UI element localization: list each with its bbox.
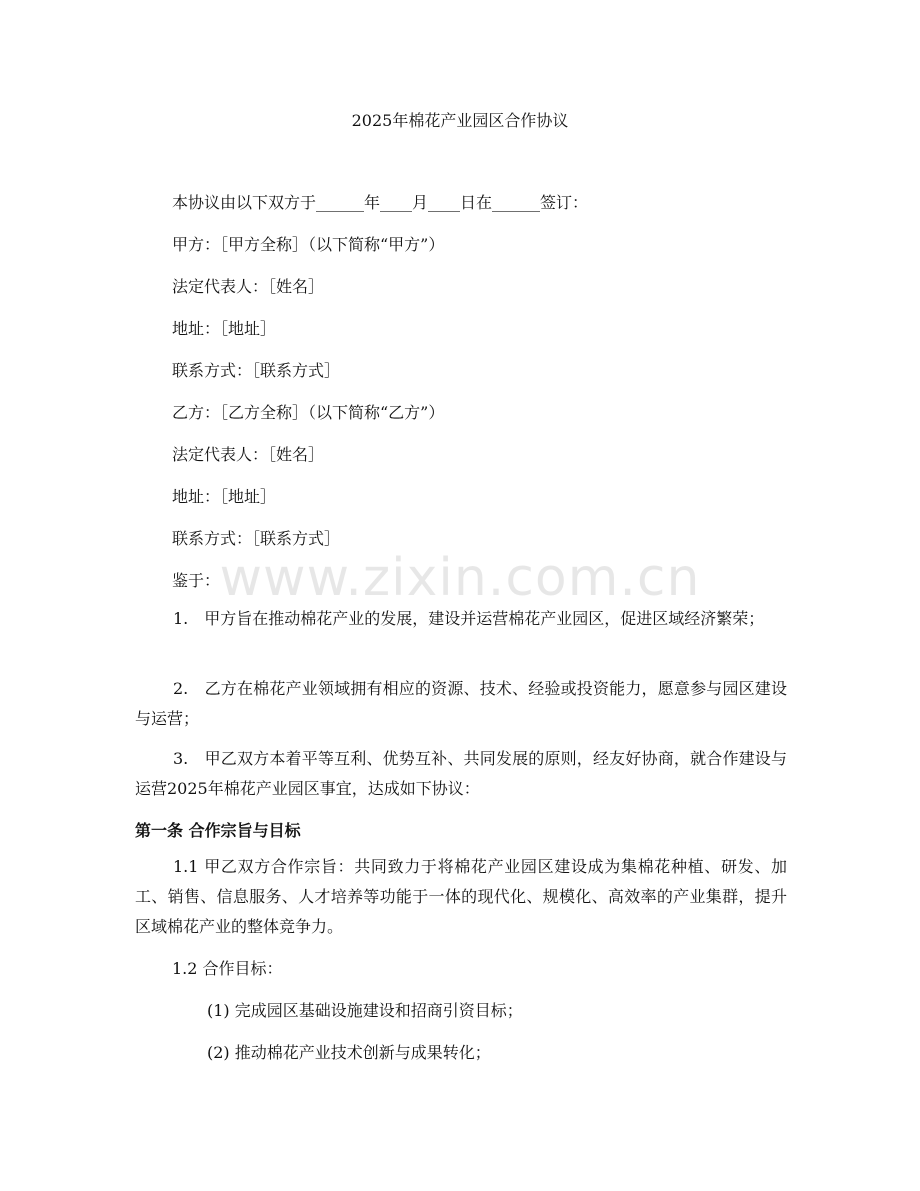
goal-item-2: (2) 推动棉花产业技术创新与成果转化；	[207, 1043, 491, 1062]
party-b-address: 地址：［地址］	[172, 487, 277, 506]
watermark: www.zixin.com.cn	[219, 548, 701, 608]
party-a-contact: 联系方式：［联系方式］	[172, 361, 341, 380]
intro-line: 本协议由以下双方于______年____月____日在______签订：	[172, 193, 589, 212]
goal-item-1: (1) 完成园区基础设施建设和招商引资目标；	[207, 1001, 523, 1020]
whereas-item-1: 1. 甲方旨在推动棉花产业的发展，建设并运营棉花产业园区，促进区域经济繁荣；	[173, 609, 765, 628]
document-title: 2025年棉花产业园区合作协议	[351, 111, 569, 130]
whereas-item-2: 2. 乙方在棉花产业领域拥有相应的资源、技术、经验或投资能力，愿意参与园区建设与运营；	[135, 679, 787, 728]
party-a-address: 地址：［地址］	[172, 319, 277, 338]
article-1-heading: 第一条 合作宗旨与目标	[135, 821, 301, 840]
clause-1-2: 1.2 合作目标：	[172, 959, 283, 978]
clause-1-1: 1.1 甲乙双方合作宗旨：共同致力于将棉花产业园区建设成为集棉花种植、研发、加工、销售、信息服务、人才培养等功能于一体的现代化、规模化、高效率的产业集群，提升区域棉花产业的整体竞争力。	[135, 857, 787, 936]
party-a-name: 甲方：［甲方全称］（以下简称“甲方”）	[172, 235, 445, 254]
party-b-name: 乙方：［乙方全称］（以下简称“乙方”）	[172, 403, 445, 422]
whereas-item-3: 3. 甲乙双方本着平等互利、优势互补、共同发展的原则，经友好协商，就合作建设与运营2025年棉花产业园区事宜，达成如下协议：	[135, 749, 787, 798]
party-b-representative: 法定代表人：［姓名］	[172, 445, 325, 464]
whereas-label: 鉴于：	[172, 571, 221, 590]
party-b-contact: 联系方式：［联系方式］	[172, 529, 341, 548]
party-a-representative: 法定代表人：［姓名］	[172, 277, 325, 296]
